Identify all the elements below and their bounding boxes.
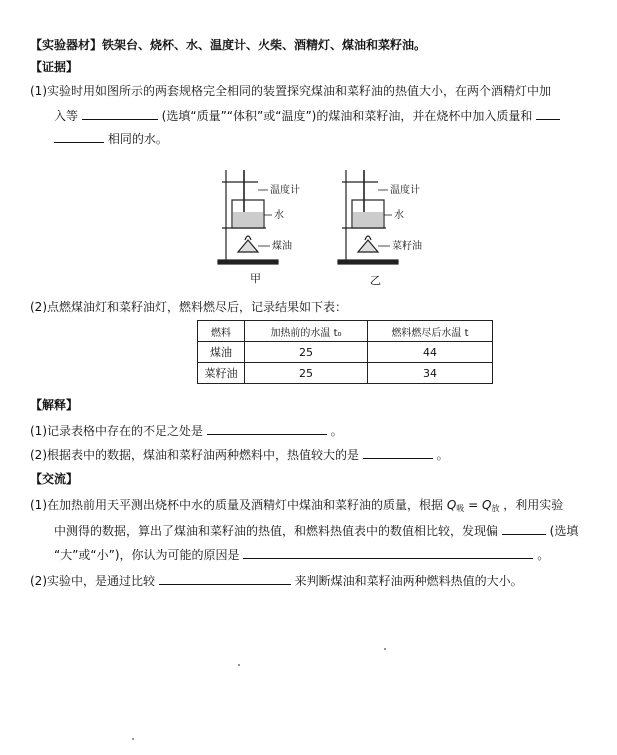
label-thermometer-b: 温度计 <box>390 185 420 196</box>
exchange-2-text-a: (2)实验中，是通过比较 <box>30 574 155 588</box>
q-release: Q <box>482 498 492 512</box>
exchange-1-text-e: “大”或“小”)，你认为可能的原因是 <box>54 548 240 562</box>
apparatus-diagram <box>208 160 448 295</box>
label-water-a: 水 <box>274 210 284 221</box>
exchange-1-text-a: (1)在加热前用天平测出烧杯中水的质量及酒精灯中煤油和菜籽油的质量，根据 <box>30 498 444 512</box>
exchange-1-line3 <box>54 546 549 564</box>
label-thermometer-a: 温度计 <box>270 185 300 196</box>
exchange-1-text-b: ，利用实验 <box>503 498 564 512</box>
exchange-heading: 【交流】 <box>30 472 79 486</box>
explain-1-text: (1)记录表格中存在的不足之处是 <box>30 424 203 438</box>
water-b <box>353 212 383 227</box>
table-row <box>198 363 493 384</box>
q-release-sub: 放 <box>491 504 500 513</box>
equals-sign: = <box>468 498 482 512</box>
scan-speck <box>238 664 240 666</box>
q-absorb: Q <box>446 498 457 512</box>
q1-blank-quantity[interactable] <box>82 107 158 120</box>
q1-line2-prefix: 入等 <box>54 109 79 123</box>
cell-fuel: 煤油 <box>198 342 245 363</box>
stand-base-b <box>338 260 398 264</box>
materials-line: 【实验器材】铁架台、烧杯、水、温度计、火柴、酒精灯、煤油和菜籽油。 <box>30 38 427 52</box>
exchange-1-blank-reason[interactable] <box>243 546 533 559</box>
label-rapeseed: 菜籽油 <box>392 241 422 252</box>
q-absorb-sub: 吸 <box>456 504 465 513</box>
q2-line: (2)点燃煤油灯和菜籽油灯，燃料燃尽后，记录结果如下表： <box>30 300 348 314</box>
q1-line2-text: (选填“质量”“体积”或“温度”)的煤油和菜籽油，并在烧杯中加入质量和 <box>161 109 533 123</box>
water-a <box>233 212 263 227</box>
lamp-body-a <box>238 240 258 252</box>
apparatus-figure <box>208 160 448 295</box>
exchange-1-text-c: 中测得的数据，算出了煤油和菜籽油的热值，和燃料热值表中的数值相比较，发现偏 <box>54 524 499 538</box>
cell-temp-after: 34 <box>368 363 493 384</box>
exchange-2-text-b: 来判断煤油和菜籽油两种燃料热值的大小。 <box>294 574 523 588</box>
explain-1 <box>30 422 343 440</box>
exchange-1-text-d: (选填 <box>549 524 579 538</box>
q1-line2 <box>54 107 560 125</box>
exchange-2 <box>30 572 523 590</box>
explain-2-end: 。 <box>436 448 449 462</box>
explain-heading: 【解释】 <box>30 398 79 412</box>
header-fuel: 燃料 <box>198 321 245 342</box>
explain-1-end: 。 <box>330 424 343 438</box>
lamp-body-b <box>358 240 378 252</box>
cell-fuel: 菜籽油 <box>198 363 245 384</box>
header-temp-before: 加热前的水温 t₀ <box>245 321 368 342</box>
q1-line3-text: 相同的水。 <box>107 132 168 146</box>
label-water-b: 水 <box>394 210 404 221</box>
results-table <box>197 320 493 384</box>
stand-base-a <box>218 260 278 264</box>
scan-speck <box>132 738 134 740</box>
cell-temp-before: 25 <box>245 363 368 384</box>
q1-blank-property-a[interactable] <box>536 107 560 120</box>
exchange-1-blank-size[interactable] <box>502 522 546 535</box>
evidence-heading: 【证据】 <box>30 60 79 74</box>
explain-1-blank[interactable] <box>207 422 327 435</box>
exchange-2-blank[interactable] <box>159 572 291 585</box>
q1-line1: (1)实验时用如图所示的两套规格完全相同的装置探究煤油和菜籽油的热值大小，在两个酒精灯中加 <box>30 84 552 98</box>
caption-yi: 乙 <box>370 274 381 287</box>
table-header-row <box>198 321 493 342</box>
exchange-1-text-f: 。 <box>537 548 550 562</box>
q1-line3 <box>54 130 168 148</box>
table-row <box>198 342 493 363</box>
explain-2-text: (2)根据表中的数据，煤油和菜籽油两种燃料中，热值较大的是 <box>30 448 360 462</box>
exchange-1-line1 <box>30 496 563 518</box>
scan-speck <box>384 648 386 650</box>
explain-2-blank[interactable] <box>363 446 433 459</box>
explain-2 <box>30 446 449 464</box>
exchange-1-line2 <box>54 522 578 540</box>
cell-temp-before: 25 <box>245 342 368 363</box>
q1-blank-property-b[interactable] <box>54 130 104 143</box>
caption-jia: 甲 <box>250 272 261 285</box>
cell-temp-after: 44 <box>368 342 493 363</box>
label-kerosene: 煤油 <box>272 241 292 252</box>
header-temp-after: 燃料燃尽后水温 t <box>368 321 493 342</box>
